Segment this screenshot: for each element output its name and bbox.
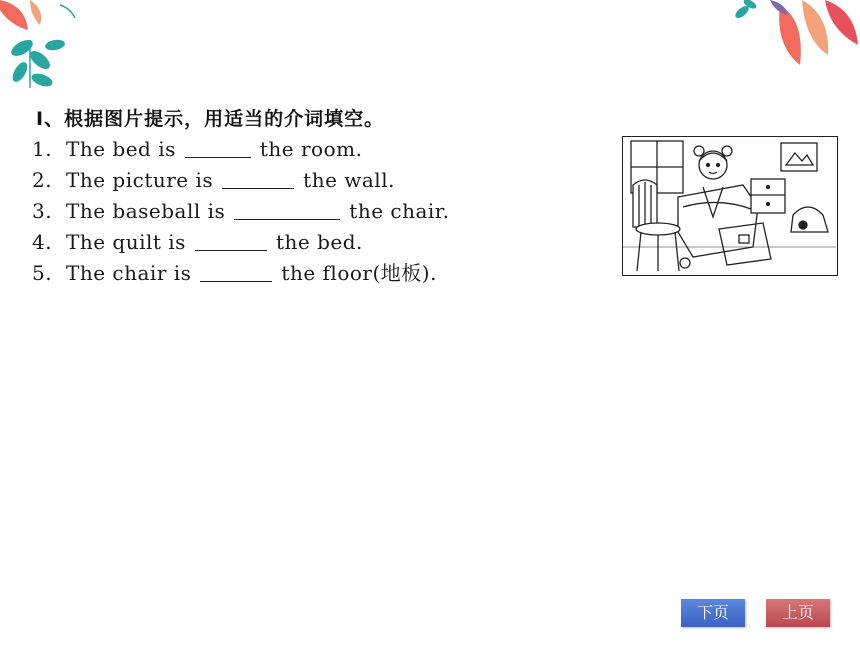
question-text-before: The baseball is (66, 199, 226, 223)
question-list (32, 134, 450, 289)
bedroom-illustration (622, 136, 838, 276)
question-text-before: The quilt is (66, 230, 186, 254)
question-text-after: the room. (259, 137, 363, 161)
question-item (32, 165, 450, 196)
next-page-button[interactable]: 下页 (681, 599, 745, 627)
question-item (32, 196, 450, 227)
question-number: 1. (32, 137, 53, 161)
question-item (32, 134, 450, 165)
question-text-after: the chair. (349, 199, 450, 223)
question-number: 2. (32, 168, 53, 192)
answer-blank[interactable] (195, 232, 267, 251)
previous-page-button[interactable]: 上页 (766, 599, 830, 627)
question-text-after: the bed. (275, 230, 363, 254)
question-number: 4. (32, 230, 53, 254)
answer-blank[interactable] (234, 201, 340, 220)
exercise-heading: Ⅰ、根据图片提示，用适当的介词填空。 (36, 108, 385, 130)
question-text-after: the wall. (303, 168, 395, 192)
question-number: 5. (32, 261, 53, 285)
question-number: 3. (32, 199, 53, 223)
question-text-before: The chair is (66, 261, 192, 285)
question-text-before: The picture is (66, 168, 214, 192)
leaf-decoration-right (730, 0, 860, 75)
question-item (32, 258, 450, 289)
answer-blank[interactable] (200, 263, 272, 282)
question-text-after: the floor(地板). (281, 261, 437, 285)
answer-blank[interactable] (222, 170, 294, 189)
question-item (32, 227, 450, 258)
answer-blank[interactable] (185, 139, 251, 158)
leaf-decoration-left (0, 0, 90, 95)
question-text-before: The bed is (66, 137, 176, 161)
